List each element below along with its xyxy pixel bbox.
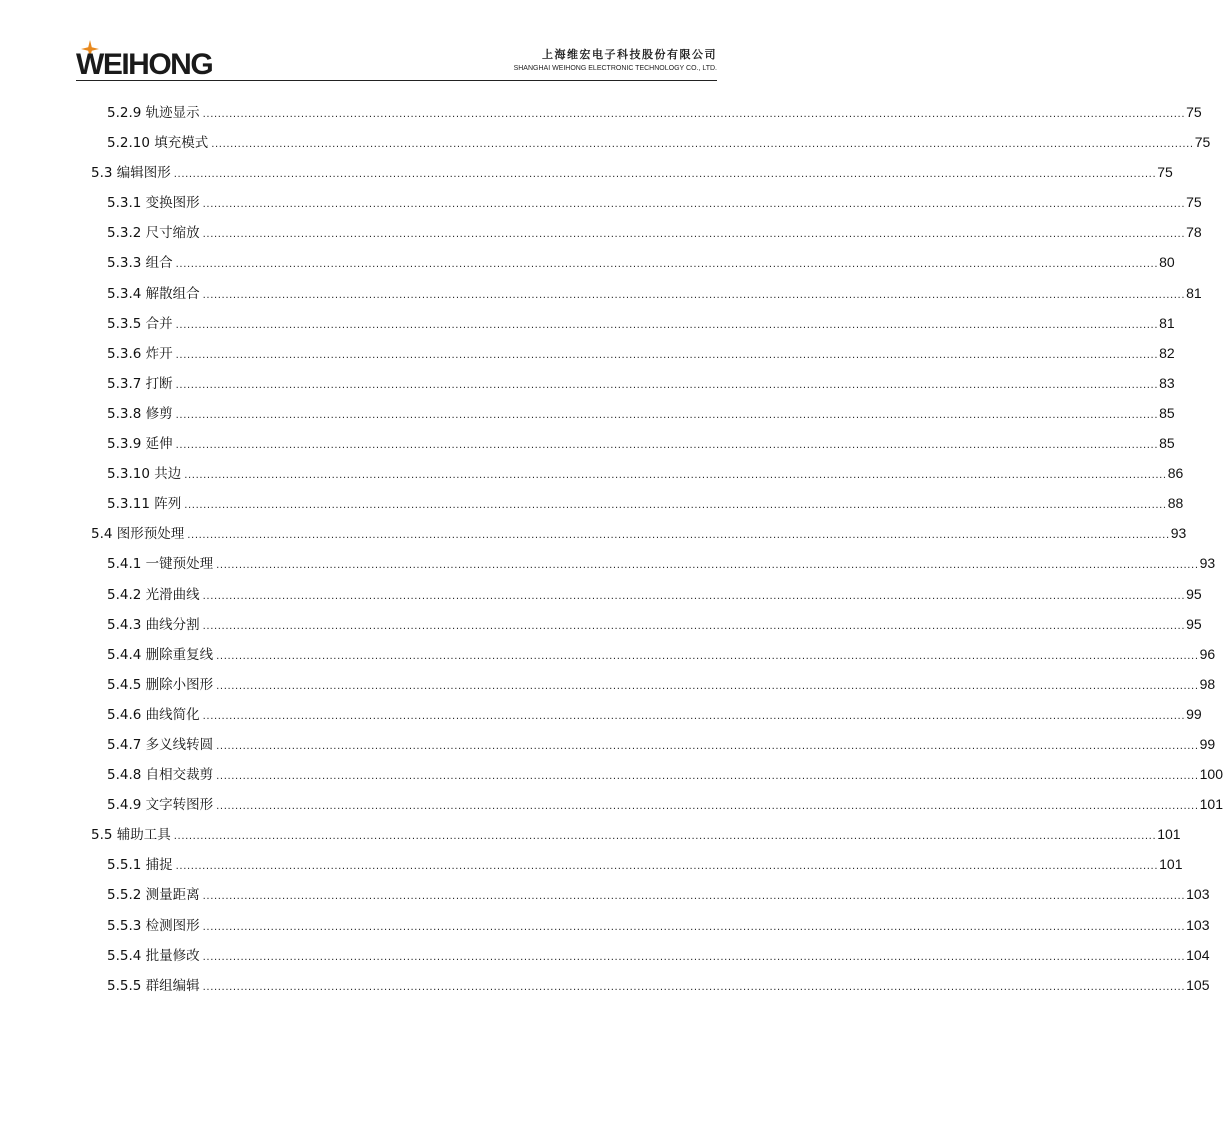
toc-entry[interactable] bbox=[91, 759, 1223, 789]
toc-entry-page: 103 bbox=[1186, 916, 1210, 933]
company-name-block bbox=[514, 48, 717, 74]
toc-dot-leader: .................................................................................................................................................................................................................................................................... bbox=[216, 560, 1199, 572]
toc-entry-title: 5.5.1 捕捉 bbox=[107, 857, 173, 874]
toc-entry-page: 81 bbox=[1186, 284, 1202, 301]
toc-entry-page: 85 bbox=[1159, 435, 1175, 452]
page-header bbox=[76, 36, 717, 81]
toc-entry-title: 5.5.5 群组编辑 bbox=[107, 977, 200, 994]
toc-entry-title: 5.4.7 多义线转圆 bbox=[107, 736, 214, 753]
toc-entry-page: 82 bbox=[1159, 344, 1175, 361]
toc-dot-leader: .................................................................................................................................................................................................................................................................... bbox=[216, 680, 1199, 692]
toc-dot-leader: .................................................................................................................................................................................................................................................................... bbox=[216, 650, 1199, 662]
toc-entry-page: 75 bbox=[1157, 164, 1173, 181]
toc-entry-page: 95 bbox=[1186, 585, 1202, 602]
toc-dot-leader: .................................................................................................................................................................................................................................................................... bbox=[175, 409, 1159, 421]
toc-entry-title: 5.3.11 阵列 bbox=[107, 496, 182, 513]
toc-entry-title: 5.5 辅助工具 bbox=[91, 827, 171, 844]
toc-entry[interactable] bbox=[91, 879, 1210, 909]
toc-entry[interactable] bbox=[91, 278, 1202, 308]
toc-entry-title: 5.3.1 变换图形 bbox=[107, 195, 200, 212]
toc-dot-leader: .................................................................................................................................................................................................................................................................... bbox=[184, 470, 1167, 482]
toc-entry-title: 5.4.6 曲线简化 bbox=[107, 706, 200, 723]
toc-dot-leader: .................................................................................................................................................................................................................................................................... bbox=[173, 831, 1157, 843]
toc-dot-leader: .................................................................................................................................................................................................................................................................... bbox=[202, 981, 1186, 993]
toc-entry-title: 5.4.5 删除小图形 bbox=[107, 676, 214, 693]
toc-entry[interactable] bbox=[91, 217, 1202, 247]
toc-entry-title: 5.4 图形预处理 bbox=[91, 526, 185, 543]
toc-entry-title: 5.3.2 尺寸缩放 bbox=[107, 225, 200, 242]
toc-entry[interactable] bbox=[91, 940, 1210, 970]
toc-entry-title: 5.2.10 填充模式 bbox=[107, 135, 209, 152]
toc-dot-leader: .................................................................................................................................................................................................................................................................... bbox=[175, 440, 1159, 452]
toc-dot-leader: .................................................................................................................................................................................................................................................................... bbox=[202, 951, 1186, 963]
toc-entry-title: 5.4.1 一键预处理 bbox=[107, 556, 214, 573]
toc-entry-page: 103 bbox=[1186, 886, 1210, 903]
toc-entry[interactable] bbox=[91, 518, 1187, 548]
toc-entry[interactable] bbox=[91, 398, 1175, 428]
toc-entry-page: 101 bbox=[1159, 856, 1183, 873]
toc-entry-page: 96 bbox=[1199, 645, 1216, 662]
toc-entry-title: 5.5.2 测量距离 bbox=[107, 887, 200, 904]
toc-dot-leader: .................................................................................................................................................................................................................................................................... bbox=[202, 109, 1186, 120]
toc-dot-leader: .................................................................................................................................................................................................................................................................... bbox=[202, 710, 1186, 722]
toc-dot-leader: .................................................................................................................................................................................................................................................................... bbox=[216, 771, 1199, 783]
toc-entry-title: 5.3.6 炸开 bbox=[107, 345, 173, 362]
table-of-contents bbox=[91, 97, 1223, 1000]
toc-entry-page: 93 bbox=[1199, 555, 1216, 572]
toc-entry-page: 81 bbox=[1159, 314, 1175, 331]
company-name-cn: 上海维宏电子科技股份有限公司 bbox=[542, 48, 717, 61]
toc-entry-page: 99 bbox=[1186, 705, 1202, 722]
toc-dot-leader: .................................................................................................................................................................................................................................................................... bbox=[216, 801, 1199, 813]
toc-entry-title: 5.5.3 检测图形 bbox=[107, 917, 200, 934]
toc-entry-title: 5.3.5 合并 bbox=[107, 315, 173, 332]
toc-entry[interactable] bbox=[91, 157, 1173, 187]
toc-entry-title: 5.5.4 批量修改 bbox=[107, 947, 200, 964]
toc-entry-page: 75 bbox=[1194, 134, 1211, 151]
toc-entry[interactable] bbox=[91, 910, 1210, 940]
toc-entry[interactable] bbox=[91, 428, 1175, 458]
toc-entry-title: 5.4.3 曲线分割 bbox=[107, 616, 200, 633]
toc-dot-leader: .................................................................................................................................................................................................................................................................... bbox=[175, 349, 1159, 361]
toc-dot-leader: .................................................................................................................................................................................................................................................................... bbox=[202, 620, 1186, 632]
toc-entry[interactable] bbox=[91, 548, 1216, 578]
toc-entry[interactable] bbox=[91, 458, 1184, 488]
toc-entry[interactable] bbox=[91, 187, 1202, 217]
toc-entry[interactable] bbox=[91, 308, 1175, 338]
toc-dot-leader: .................................................................................................................................................................................................................................................................... bbox=[187, 530, 1170, 542]
toc-entry-title: 5.3.9 延伸 bbox=[107, 436, 173, 453]
toc-entry[interactable] bbox=[91, 579, 1202, 609]
toc-entry[interactable] bbox=[91, 669, 1216, 699]
toc-entry[interactable] bbox=[91, 639, 1216, 669]
toc-entry-page: 86 bbox=[1167, 465, 1184, 482]
toc-dot-leader: .................................................................................................................................................................................................................................................................... bbox=[184, 500, 1167, 512]
toc-dot-leader: .................................................................................................................................................................................................................................................................... bbox=[202, 590, 1186, 602]
toc-dot-leader: .................................................................................................................................................................................................................................................................... bbox=[202, 289, 1186, 301]
toc-entry-page: 93 bbox=[1170, 525, 1187, 542]
toc-entry-title: 5.4.2 光滑曲线 bbox=[107, 586, 200, 603]
toc-entry[interactable] bbox=[91, 338, 1175, 368]
toc-entry-title: 5.3.10 共边 bbox=[107, 466, 182, 483]
toc-entry-page: 98 bbox=[1199, 675, 1216, 692]
company-name-en: SHANGHAI WEIHONG ELECTRONIC TECHNOLOGY CO., LTD. bbox=[513, 65, 717, 72]
toc-entry-title: 5.2.9 轨迹显示 bbox=[107, 105, 200, 121]
toc-entry-page: 78 bbox=[1186, 224, 1202, 241]
toc-dot-leader: .................................................................................................................................................................................................................................................................... bbox=[216, 740, 1199, 752]
toc-entry-page: 85 bbox=[1159, 404, 1175, 421]
toc-entry-page: 83 bbox=[1159, 374, 1175, 391]
toc-dot-leader: .................................................................................................................................................................................................................................................................... bbox=[202, 229, 1186, 241]
toc-entry[interactable] bbox=[91, 699, 1202, 729]
toc-entry[interactable] bbox=[91, 488, 1184, 518]
toc-dot-leader: .................................................................................................................................................................................................................................................................... bbox=[202, 199, 1186, 211]
toc-entry[interactable] bbox=[91, 819, 1181, 849]
toc-entry[interactable] bbox=[91, 97, 1202, 127]
toc-entry-page: 95 bbox=[1186, 615, 1202, 632]
toc-dot-leader: .................................................................................................................................................................................................................................................................... bbox=[175, 379, 1159, 391]
toc-dot-leader: .................................................................................................................................................................................................................................................................... bbox=[175, 319, 1159, 331]
toc-entry-page: 75 bbox=[1186, 194, 1202, 211]
toc-entry-title: 5.4.4 删除重复线 bbox=[107, 646, 214, 663]
toc-dot-leader: .................................................................................................................................................................................................................................................................... bbox=[202, 891, 1186, 903]
logo-wordmark: WEIHONG bbox=[76, 48, 213, 81]
toc-entry-title: 5.3 编辑图形 bbox=[91, 165, 171, 182]
toc-dot-leader: .................................................................................................................................................................................................................................................................... bbox=[175, 259, 1159, 271]
toc-dot-leader: .................................................................................................................................................................................................................................................................... bbox=[211, 139, 1194, 151]
toc-entry[interactable] bbox=[91, 247, 1175, 277]
toc-entry[interactable] bbox=[91, 127, 1211, 157]
toc-entry-page: 80 bbox=[1159, 254, 1175, 271]
toc-entry[interactable] bbox=[91, 609, 1202, 639]
toc-entry-page: 75 bbox=[1186, 104, 1202, 120]
toc-dot-leader: .................................................................................................................................................................................................................................................................... bbox=[173, 169, 1157, 181]
toc-entry-page: 101 bbox=[1157, 826, 1181, 843]
toc-entry[interactable] bbox=[91, 789, 1223, 819]
toc-entry-title: 5.4.8 自相交裁剪 bbox=[107, 767, 214, 784]
toc-entry[interactable] bbox=[91, 970, 1210, 1000]
toc-entry-title: 5.4.9 文字转图形 bbox=[107, 797, 214, 814]
toc-entry-title: 5.3.7 打断 bbox=[107, 375, 173, 392]
toc-entry-page: 99 bbox=[1199, 735, 1216, 752]
toc-entry[interactable] bbox=[91, 849, 1183, 879]
toc-entry-title: 5.3.8 修剪 bbox=[107, 405, 173, 422]
toc-entry-title: 5.3.3 组合 bbox=[107, 255, 173, 272]
toc-dot-leader: .................................................................................................................................................................................................................................................................... bbox=[175, 861, 1159, 873]
toc-entry[interactable] bbox=[91, 729, 1216, 759]
toc-entry-page: 105 bbox=[1186, 976, 1210, 993]
toc-entry-page: 101 bbox=[1199, 796, 1223, 813]
toc-entry-page: 104 bbox=[1186, 946, 1210, 963]
toc-dot-leader: .................................................................................................................................................................................................................................................................... bbox=[202, 921, 1186, 933]
toc-entry-title: 5.3.4 解散组合 bbox=[107, 285, 200, 302]
toc-entry[interactable] bbox=[91, 368, 1175, 398]
toc-entry-page: 88 bbox=[1167, 495, 1184, 512]
toc-entry-page: 100 bbox=[1199, 766, 1223, 783]
